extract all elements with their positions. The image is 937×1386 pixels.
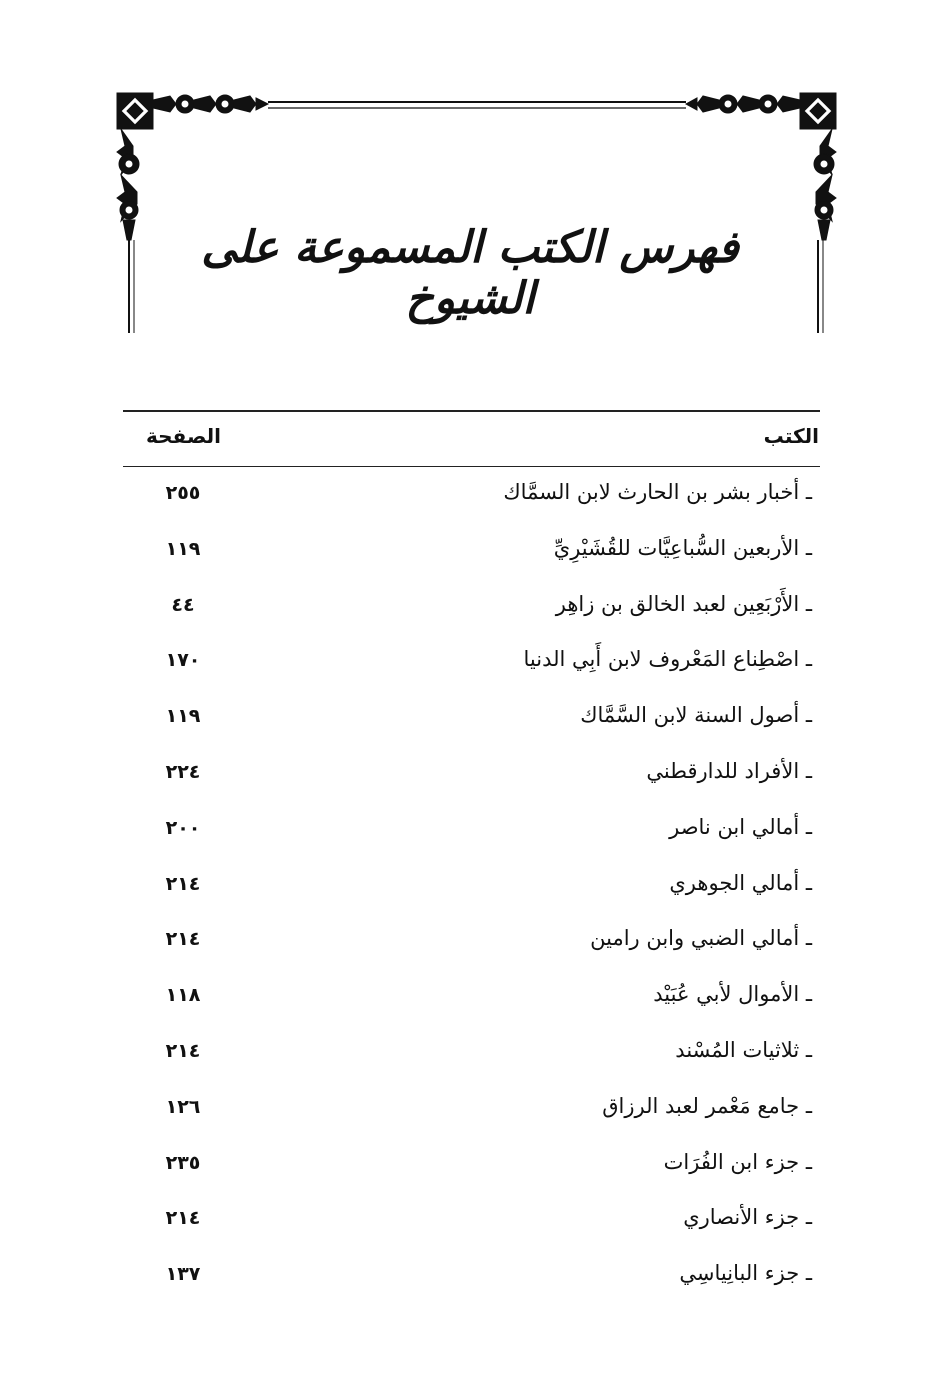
page-number: ٢١٤ xyxy=(165,1207,201,1230)
page-title: فهرس الكتب المسموعة على الشيوخ xyxy=(201,222,739,324)
table-row xyxy=(123,972,820,1028)
table-row xyxy=(123,1140,820,1196)
page-number: ٢١٤ xyxy=(165,1039,201,1062)
book-title: ـ جزء ابن الفُرَات xyxy=(663,1149,812,1174)
right-corner-ornament xyxy=(686,93,836,240)
column-header-page: الصفحة xyxy=(146,424,222,448)
page-number: ٢٠٠ xyxy=(165,816,201,839)
book-title: ـ أصول السنة لابن السَّمَّاك xyxy=(580,703,812,728)
book-title: ـ أمالي الجوهري xyxy=(669,870,812,895)
table-row xyxy=(123,1084,820,1140)
book-title: ـ ثلاثيات المُسْند xyxy=(675,1037,812,1062)
table-row xyxy=(123,1251,820,1307)
page-number: ٢٥٥ xyxy=(165,482,201,504)
page-number: ١١٨ xyxy=(165,984,201,1007)
table-row xyxy=(123,582,820,638)
book-title: ـ أخبار بشر بن الحارث لابن السمَّاك xyxy=(503,480,812,504)
page-number: ١١٩ xyxy=(165,705,201,728)
table-header-rule xyxy=(123,466,820,467)
page-number: ٢٢٤ xyxy=(165,760,201,783)
book-title: ـ أمالي ابن ناصر xyxy=(669,814,812,839)
table-row xyxy=(123,749,820,805)
table-row xyxy=(123,1028,820,1084)
page-number: ١١٩ xyxy=(165,537,201,560)
book-title: ـ اصْطِناع المَعْروف لابن أَبِي الدنيا xyxy=(523,647,812,672)
book-title: ـ الأفراد للدارقطني xyxy=(646,758,812,783)
book-title: ـ الأَرْبَعِين لعبد الخالق بن زاهِر xyxy=(555,591,812,616)
table-row xyxy=(123,637,820,693)
table-top-rule xyxy=(123,410,820,412)
table-row xyxy=(123,470,820,526)
book-title: ـ الأربعين السُّباعِيَّات للقُشَيْرِيِّ xyxy=(553,535,812,560)
book-title: ـ جزء الأنصاري xyxy=(683,1205,812,1230)
book-title: ـ أمالي الضبي وابن رامين xyxy=(590,926,812,951)
book-title: ـ الأموال لأبي عُبَيْد xyxy=(653,982,812,1007)
table-row xyxy=(123,861,820,917)
book-title: ـ جزء البانِياسِي xyxy=(679,1261,812,1286)
table-row xyxy=(123,916,820,972)
page-number: ٢١٤ xyxy=(165,872,201,895)
page-number: ٤٤ xyxy=(171,593,195,616)
page-number: ١٧٠ xyxy=(165,649,201,672)
page-number: ١٣٧ xyxy=(165,1263,201,1286)
book-title: ـ جامع مَعْمر لعبد الرزاق xyxy=(602,1093,812,1118)
table-row xyxy=(123,693,820,749)
page-number: ١٢٦ xyxy=(165,1095,201,1118)
page-number: ٢١٤ xyxy=(165,928,201,951)
title-frame-ornament xyxy=(0,0,937,400)
table-row xyxy=(123,526,820,582)
page-number: ٢٣٥ xyxy=(165,1151,201,1174)
table-row xyxy=(123,805,820,861)
table-row xyxy=(123,1195,820,1251)
column-header-books: الكتب xyxy=(763,424,819,448)
left-corner-ornament xyxy=(117,93,268,240)
index-table xyxy=(123,470,820,1307)
